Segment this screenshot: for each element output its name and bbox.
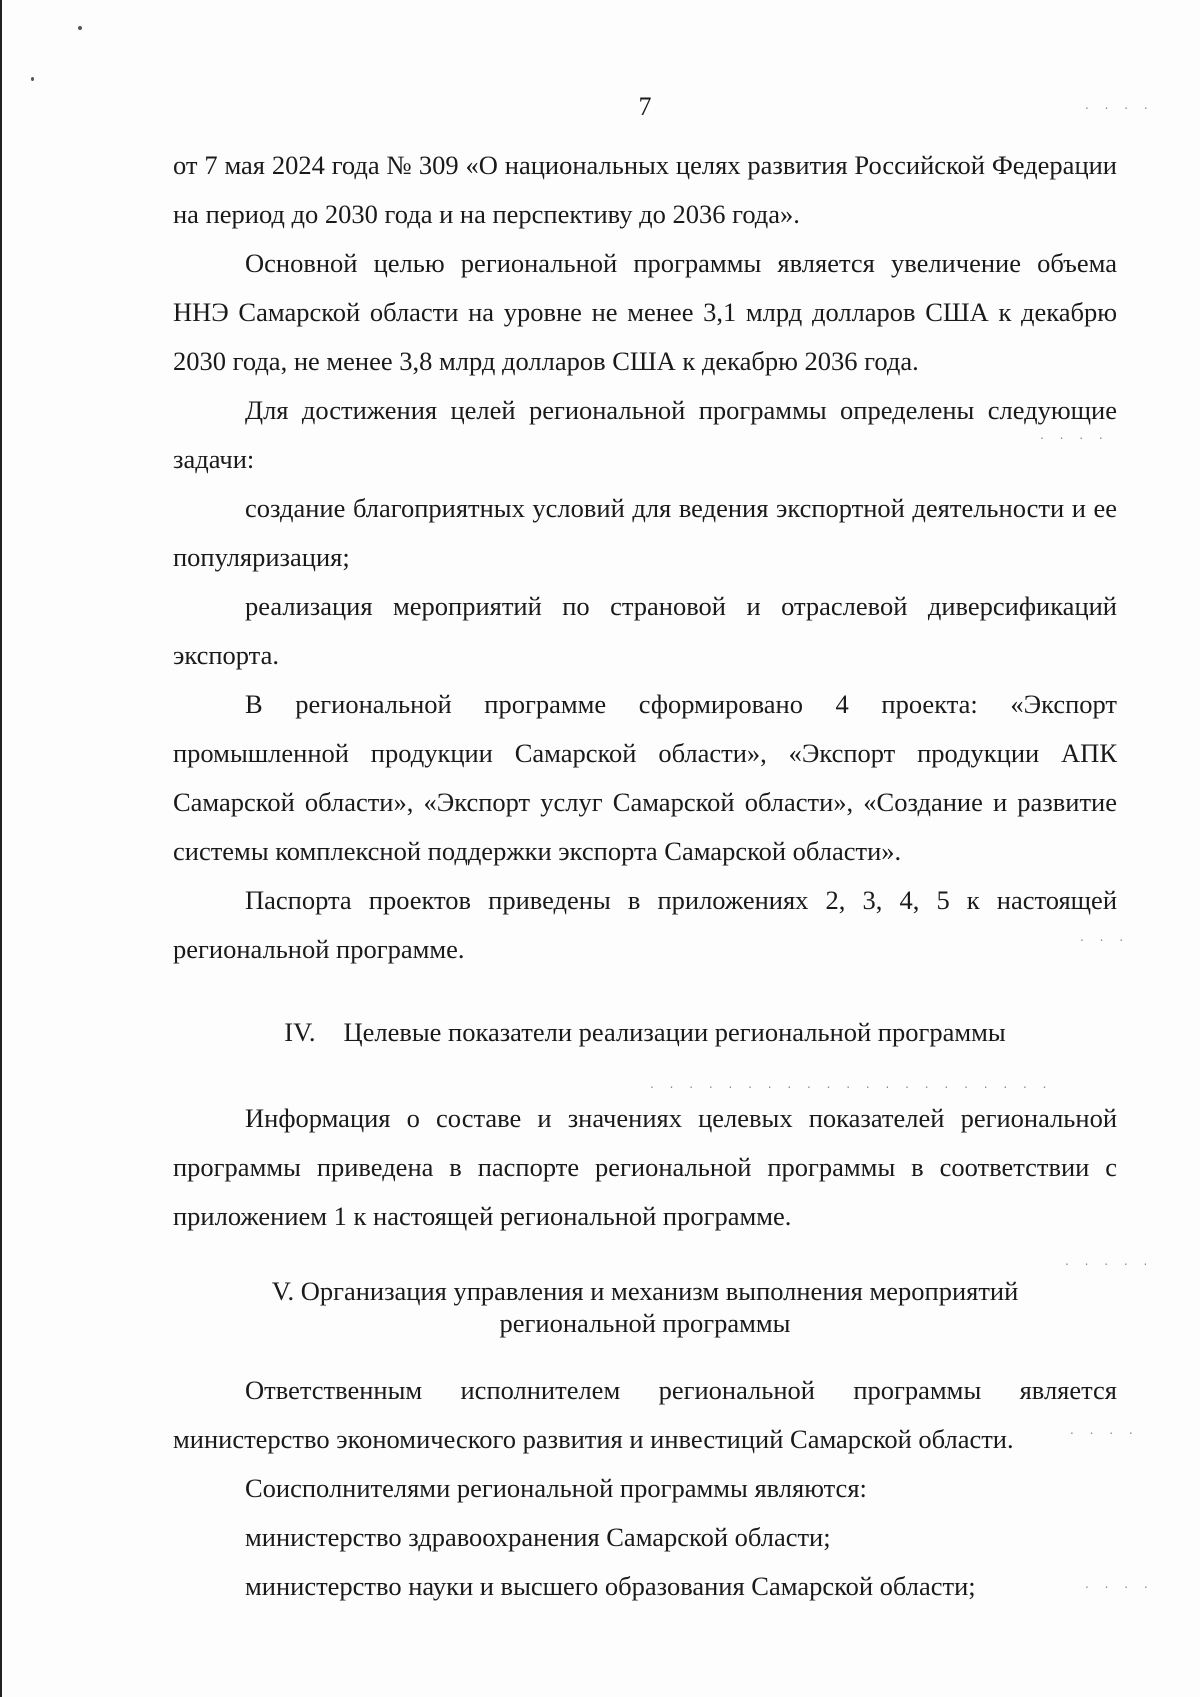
paragraph: Основной целью региональной программы является увеличение объема ННЭ Самарской области на уровне не менее 3,1 млрд долларов США к декабрю 2030 года, не менее 3,8 млрд долларов США к декабрю 2036 года. <box>173 248 1117 376</box>
scan-edge <box>0 0 2 1697</box>
body-text <box>173 1094 1117 1241</box>
section-title: Целевые показатели реализации региональной программы <box>343 1017 1006 1047</box>
paragraph: В региональной программе сформировано 4 проекта: «Экспорт промышленной продукции Самарской области», «Экспорт продукции АПК Самарской области», «Экспорт услуг Самарской области», «Создание и развитие системы комплексной поддержки экспорта Самарской области». <box>173 689 1117 866</box>
section-number: IV. <box>284 1017 316 1047</box>
paragraph: Ответственным исполнителем региональной программы является министерство экономического развития и инвестиций Самарской области. <box>173 1375 1117 1454</box>
section-heading-5 <box>173 1275 1117 1339</box>
section-title-line: региональной программы <box>499 1308 791 1338</box>
paragraph: Соисполнителями региональной программы являются: <box>245 1473 867 1503</box>
scan-noise: . . . . . <box>1065 1254 1154 1268</box>
page-number: 7 <box>638 92 652 121</box>
paragraph: реализация мероприятий по страновой и отраслевой диверсификаций экспорта. <box>173 591 1117 670</box>
scan-noise: . . . . <box>1040 428 1109 442</box>
paragraph: министерство здравоохранения Самарской области; <box>245 1522 831 1552</box>
section-title-line: V. Организация управления и механизм выполнения мероприятий <box>271 1276 1019 1306</box>
scan-speck <box>78 26 82 30</box>
paragraph: министерство науки и высшего образования Самарской области; <box>245 1571 976 1601</box>
scan-noise: . . . . . . . . . . . . . . . . . . . . . <box>650 1077 1053 1091</box>
section-heading-4 <box>173 1008 1117 1057</box>
paragraph: Для достижения целей региональной программы определены следующие задачи: <box>173 395 1117 474</box>
paragraph: Паспорта проектов приведены в приложениях 2, 3, 4, 5 к настоящей региональной программе. <box>173 885 1117 964</box>
scan-speck <box>31 77 34 81</box>
scan-noise: . . . . <box>1085 1577 1154 1591</box>
paragraph: Информация о составе и значениях целевых показателей региональной программы приведена в паспорте региональной программы в соответствии с приложением 1 к настоящей региональной программе. <box>173 1103 1117 1231</box>
scan-noise: . . . . <box>1085 98 1154 112</box>
body-text <box>173 141 1117 974</box>
paragraph: создание благоприятных условий для ведения экспортной деятельности и ее популяризация; <box>173 493 1117 572</box>
paragraph: от 7 мая 2024 года № 309 «О национальных целях развития Российской Федерации на период до 2030 года и на перспективу до 2036 года». <box>173 150 1117 229</box>
scan-noise: . . . . <box>1070 1423 1139 1437</box>
scan-noise: . . . <box>1080 930 1130 944</box>
body-text <box>173 1366 1117 1611</box>
